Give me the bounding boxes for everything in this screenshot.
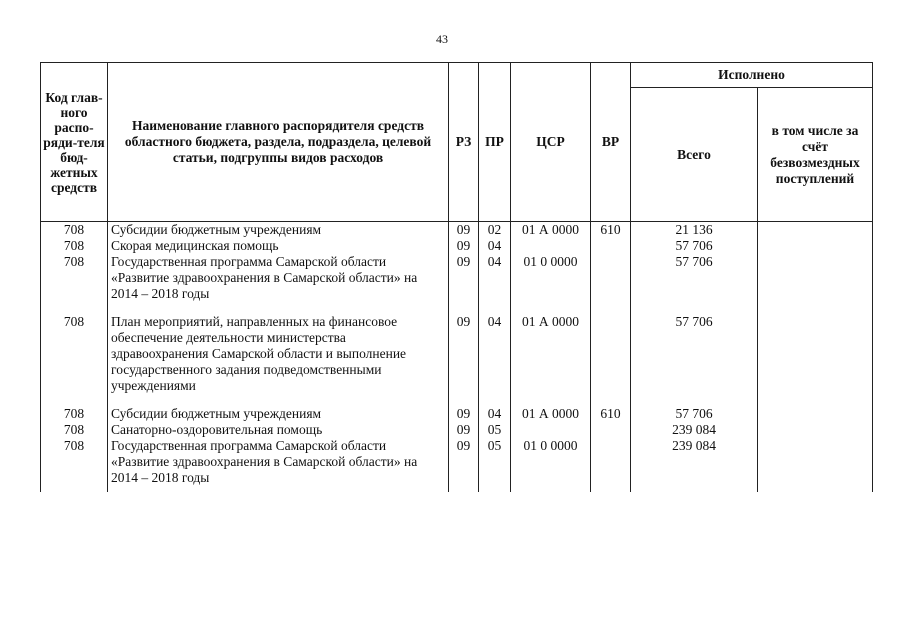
cell-name: План мероприятий, направленных на финансовое обеспечение деятельности министерства здравоохранения Самарской области и выполнение государственного задания подведомственными учреждениями: [108, 314, 449, 394]
row-spacer: [41, 302, 873, 314]
cell-grants: [758, 254, 873, 302]
header-csr: ЦСР: [511, 63, 591, 222]
header-name: Наименование главного распорядителя средств областного бюджета, раздела, подраздела, целевой статьи, подгруппы видов расходов: [108, 63, 449, 222]
header-executed: Исполнено: [631, 63, 873, 88]
cell-total: 239 084: [631, 438, 758, 486]
cell-total: 57 706: [631, 314, 758, 394]
cell-total: 239 084: [631, 422, 758, 438]
cell-vr: 610: [591, 406, 631, 422]
cell-csr: 01 А 0000: [511, 222, 591, 239]
table-row: [41, 238, 873, 254]
cell-code: 708: [41, 314, 108, 394]
cell-rz: 09: [449, 422, 479, 438]
cell-pr: 04: [479, 314, 511, 394]
cell-name: Государственная программа Самарской области «Развитие здравоохранения в Самарской области» на 2014 – 2018 годы: [108, 438, 449, 486]
table-row: [41, 254, 873, 302]
cell-code: 708: [41, 422, 108, 438]
header-grants: в том числе за счёт безвозмездных поступлений: [758, 88, 873, 222]
cell-pr: 02: [479, 222, 511, 239]
cell-csr: 01 А 0000: [511, 314, 591, 394]
cell-pr: 05: [479, 438, 511, 486]
cell-grants: [758, 238, 873, 254]
budget-table: [40, 62, 873, 492]
cell-grants: [758, 406, 873, 422]
cell-name: Санаторно-оздоровительная помощь: [108, 422, 449, 438]
header-vr: ВР: [591, 63, 631, 222]
cell-rz: 09: [449, 314, 479, 394]
cell-grants: [758, 422, 873, 438]
cell-pr: 04: [479, 406, 511, 422]
table-row: [41, 222, 873, 239]
cell-rz: 09: [449, 222, 479, 239]
cell-rz: 09: [449, 438, 479, 486]
header-total: Всего: [631, 88, 758, 222]
cell-pr: 05: [479, 422, 511, 438]
cell-total: 57 706: [631, 406, 758, 422]
cell-pr: 04: [479, 238, 511, 254]
row-spacer: [41, 486, 873, 492]
header-pr: ПР: [479, 63, 511, 222]
header-code: Код глав-ного распо-ряди-теля бюд-жетных средств: [41, 63, 108, 222]
table-row: [41, 314, 873, 394]
table-row: [41, 438, 873, 486]
cell-pr: 04: [479, 254, 511, 302]
cell-total: 57 706: [631, 238, 758, 254]
cell-code: 708: [41, 254, 108, 302]
cell-csr: [511, 238, 591, 254]
cell-rz: 09: [449, 254, 479, 302]
cell-vr: [591, 254, 631, 302]
cell-grants: [758, 314, 873, 394]
cell-name: Скорая медицинская помощь: [108, 238, 449, 254]
cell-rz: 09: [449, 406, 479, 422]
cell-name: Субсидии бюджетным учреждениям: [108, 406, 449, 422]
cell-csr: [511, 422, 591, 438]
cell-vr: 610: [591, 222, 631, 239]
page-number: 43: [436, 32, 448, 46]
cell-vr: [591, 422, 631, 438]
cell-grants: [758, 438, 873, 486]
cell-grants: [758, 222, 873, 239]
cell-vr: [591, 238, 631, 254]
cell-name: Субсидии бюджетным учреждениям: [108, 222, 449, 239]
cell-total: 57 706: [631, 254, 758, 302]
cell-code: 708: [41, 438, 108, 486]
cell-code: 708: [41, 406, 108, 422]
cell-code: 708: [41, 222, 108, 239]
cell-vr: [591, 438, 631, 486]
cell-rz: 09: [449, 238, 479, 254]
cell-csr: 01 А 0000: [511, 406, 591, 422]
cell-csr: 01 0 0000: [511, 438, 591, 486]
cell-vr: [591, 314, 631, 394]
table-row: [41, 422, 873, 438]
table-row: [41, 406, 873, 422]
cell-code: 708: [41, 238, 108, 254]
row-spacer: [41, 394, 873, 406]
header-rz: РЗ: [449, 63, 479, 222]
cell-total: 21 136: [631, 222, 758, 239]
cell-csr: 01 0 0000: [511, 254, 591, 302]
cell-name: Государственная программа Самарской области «Развитие здравоохранения в Самарской области» на 2014 – 2018 годы: [108, 254, 449, 302]
